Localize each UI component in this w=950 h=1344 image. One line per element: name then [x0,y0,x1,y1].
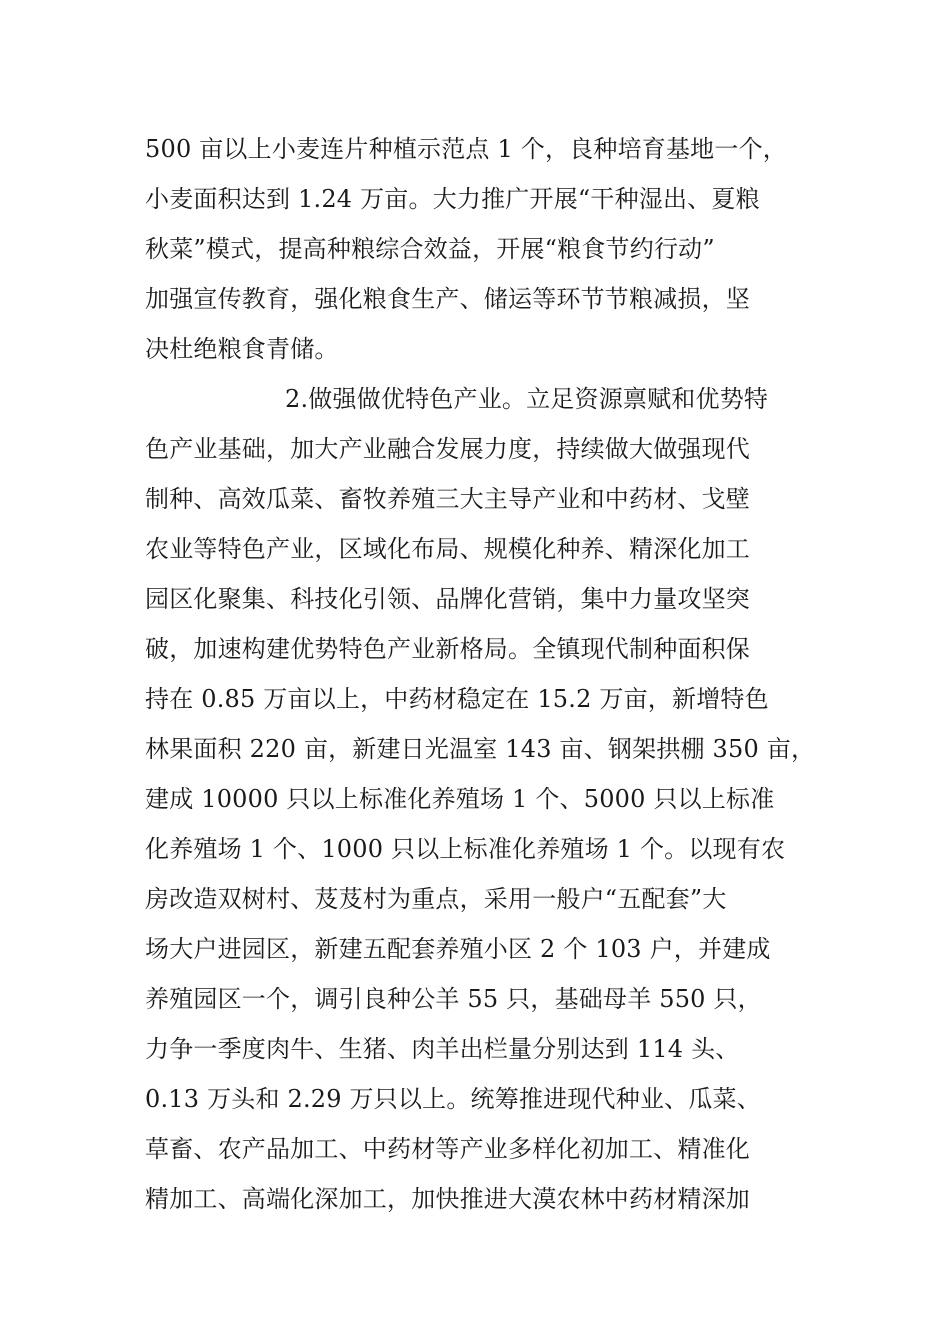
text-line: 小麦面积达到 1.24 万亩。大力推广开展“干种湿出、夏粮 [145,185,760,213]
document-body [145,124,845,1224]
text-line: 持在 0.85 万亩以上，中药材稳定在 15.2 万亩，新增特色 [145,685,769,713]
text-line: 农业等特色产业，区域化布局、规模化种养、精深化加工 [145,535,750,563]
text-line: 500 亩以上小麦连片种植示范点 1 个，良种培育基地一个， [145,135,787,163]
text-line: 加强宣传教育，强化粮食生产、储运等环节节粮减损，坚 [145,285,750,313]
text-line: 园区化聚集、科技化引领、品牌化营销，集中力量攻坚突 [145,585,750,613]
text-line: 林果面积 220 亩，新建日光温室 143 亩、钢架拱棚 350 亩， [145,735,816,763]
text-line: 养殖园区一个，调引良种公羊 55 只，基础母羊 550 只， [145,985,762,1013]
text-line: 色产业基础，加大产业融合发展力度，持续做大做强现代 [145,435,750,463]
text-line: 力争一季度肉牛、生猪、肉羊出栏量分别达到 114 头、 [145,1035,740,1063]
text-line: 秋菜”模式，提高种粮综合效益，开展“粮食节约行动” [145,235,715,263]
text-line: 精加工、高端化深加工，加快推进大漠农林中药材精深加 [145,1185,750,1213]
text-line: 制种、高效瓜菜、畜牧养殖三大主导产业和中药材、戈壁 [145,485,750,513]
text-line: 化养殖场 1 个、1000 只以上标准化养殖场 1 个。以现有农 [145,835,786,863]
text-line: 场大户进园区，新建五配套养殖小区 2 个 103 户，并建成 [145,935,771,963]
text-line: 草畜、农产品加工、中药材等产业多样化初加工、精准化 [145,1135,750,1163]
section-heading-line: 2.做强做优特色产业。立足资源禀赋和优势特 [285,385,769,413]
text-line: 破，加速构建优势特色产业新格局。全镇现代制种面积保 [145,635,750,663]
text-line: 0.13 万头和 2.29 万只以上。统筹推进现代种业、瓜菜、 [145,1085,761,1113]
text-line: 房改造双树村、芨芨村为重点，采用一般户“五配套”大 [145,885,727,913]
text-line: 建成 10000 只以上标准化养殖场 1 个、5000 只以上标准 [145,785,775,813]
text-line: 决杜绝粮食青储。 [145,335,339,363]
